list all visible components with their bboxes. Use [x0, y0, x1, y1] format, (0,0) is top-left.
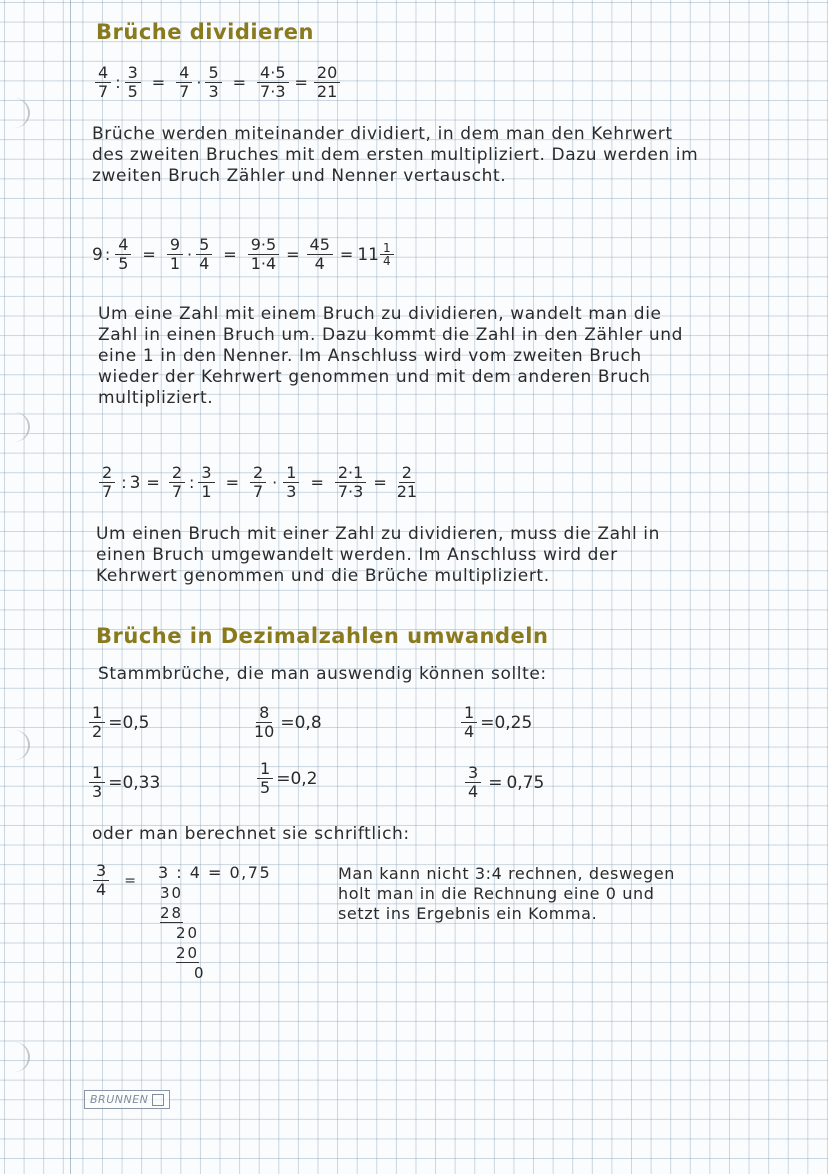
pair-8-10: $\frac{8}{10}$ =0,8 — [248, 704, 322, 741]
fraction: $\frac{5}{3}$ — [205, 64, 221, 101]
fraction: $\frac{1}{5}$ — [257, 760, 273, 797]
division-note: Man kann nicht 3:4 rechnen, deswegen holt man in die Rechnung eine 0 und setzt ins Ergebnis ein Komma. — [338, 864, 676, 923]
pair-1-5: $\frac{1}{5}$ =0,2 — [254, 760, 317, 797]
equation-1: $\frac{4}{7}$ : $\frac{3}{5}$ = $\frac{4}{7}$ · $\frac{5}{3}$ = $\frac{4\cdot 5}{7\cdot 3}$ = $\frac{20}{21}$ — [92, 64, 343, 101]
fraction: $\frac{45}{4}$ — [307, 236, 333, 273]
brand-logo: BRUNNEN — [84, 1090, 170, 1109]
margin-line — [70, 0, 71, 1174]
fraction: $\frac{1}{3}$ — [89, 764, 105, 801]
pair-1-3: $\frac{1}{3}$ =0,33 — [86, 764, 160, 801]
heading-divide-fractions: Brüche dividieren — [96, 20, 314, 44]
fraction: $\frac{4}{7}$ — [95, 64, 111, 101]
fraction: $\frac{1}{2}$ — [89, 704, 105, 741]
pair-3-4: $\frac{3}{4}$ = 0,75 — [462, 764, 544, 801]
punch-hole — [0, 730, 30, 760]
fraction: $\frac{4}{5}$ — [115, 236, 131, 273]
division-step: 30 — [160, 884, 184, 902]
fraction: $\frac{9}{1}$ — [167, 236, 183, 273]
fraction: $\frac{4\cdot 5}{7\cdot 3}$ — [257, 64, 288, 101]
division-step: 20 — [176, 924, 200, 942]
paragraph-1: Brüche werden miteinander dividiert, in dem man den Kehrwert des zweiten Bruches mit dem ersten multipliziert. Dazu werden im zweiten Bruch Zähler und Nenner vertauscht. — [92, 124, 699, 186]
equation-2: 9 : $\frac{4}{5}$ = $\frac{9}{1}$ · $\frac{5}{4}$ = $\frac{9\cdot 5}{1\cdot 4}$ = $\frac{45}{4}$ = 11 $\frac{1}{4}$ — [92, 236, 395, 273]
fraction: $\frac{1}{4}$ — [461, 704, 477, 741]
fraction: $\frac{1}{4}$ — [380, 242, 394, 267]
fraction: $\frac{3}{1}$ — [198, 464, 214, 501]
division-step: 28 — [160, 904, 184, 922]
fraction: $\frac{3}{4}$ — [93, 862, 109, 899]
heading-decimal-conversion: Brüche in Dezimalzahlen umwandeln — [96, 624, 549, 648]
pair-1-4: $\frac{1}{4}$ =0,25 — [458, 704, 532, 741]
fraction: $\frac{8}{10}$ — [254, 703, 275, 741]
fraction: $\frac{2}{7}$ — [99, 464, 115, 501]
punch-hole — [0, 1042, 30, 1072]
paragraph-2: Um eine Zahl mit einem Bruch zu dividieren, wandelt man die Zahl in einen Bruch um. Dazu kommt die Zahl in den Zähler und eine 1 in den Nenner. Im Anschluss wird vom zweiten Bruch wieder der Kehrwert genommen und mit dem anderen Bruch multipliziert. — [98, 304, 684, 408]
fraction: $\frac{2}{21}$ — [396, 463, 418, 501]
fraction: $\frac{1}{3}$ — [283, 464, 299, 501]
division-calc: 3 : 4 = 0,75 — [158, 863, 272, 882]
punch-hole — [0, 412, 30, 442]
alt-text: oder man berechnet sie schriftlich: — [92, 824, 410, 844]
logo-icon — [152, 1094, 164, 1106]
fraction: $\frac{5}{4}$ — [196, 236, 212, 273]
paragraph-3: Um einen Bruch mit einer Zahl zu dividieren, muss die Zahl in einen Bruch umgewandelt werden. Im Anschluss wird der Kehrwert genommen und die Brüche multipliziert. — [96, 524, 660, 586]
fraction: $\frac{3}{4}$ — [465, 764, 481, 801]
fraction: $\frac{3}{5}$ — [125, 64, 141, 101]
fraction: $\frac{2}{7}$ — [250, 464, 266, 501]
fraction: $\frac{20}{21}$ — [314, 64, 340, 101]
intro-text: Stammbrüche, die man auswendig können sollte: — [98, 664, 547, 684]
fraction: $\frac{2}{7}$ — [169, 464, 185, 501]
equation-3: $\frac{2}{7}$ : 3 = $\frac{2}{7}$ : $\frac{3}{1}$ = $\frac{2}{7}$ · $\frac{1}{3}$ = $\frac{2\cdot 1}{7\cdot 3}$ = $\frac{2}{21}$ — [96, 464, 423, 501]
punch-hole — [0, 98, 30, 128]
division-step: 0 — [194, 964, 206, 982]
fraction: $\frac{4}{7}$ — [176, 64, 192, 101]
pair-1-2: $\frac{1}{2}$ =0,5 — [86, 704, 149, 741]
fraction: $\frac{9\cdot 5}{1\cdot 4}$ — [248, 236, 279, 273]
fraction: $\frac{2\cdot 1}{7\cdot 3}$ — [335, 464, 366, 501]
division-fraction: $\frac{3}{4}$ = — [90, 862, 136, 899]
division-step: 20 — [176, 944, 200, 962]
